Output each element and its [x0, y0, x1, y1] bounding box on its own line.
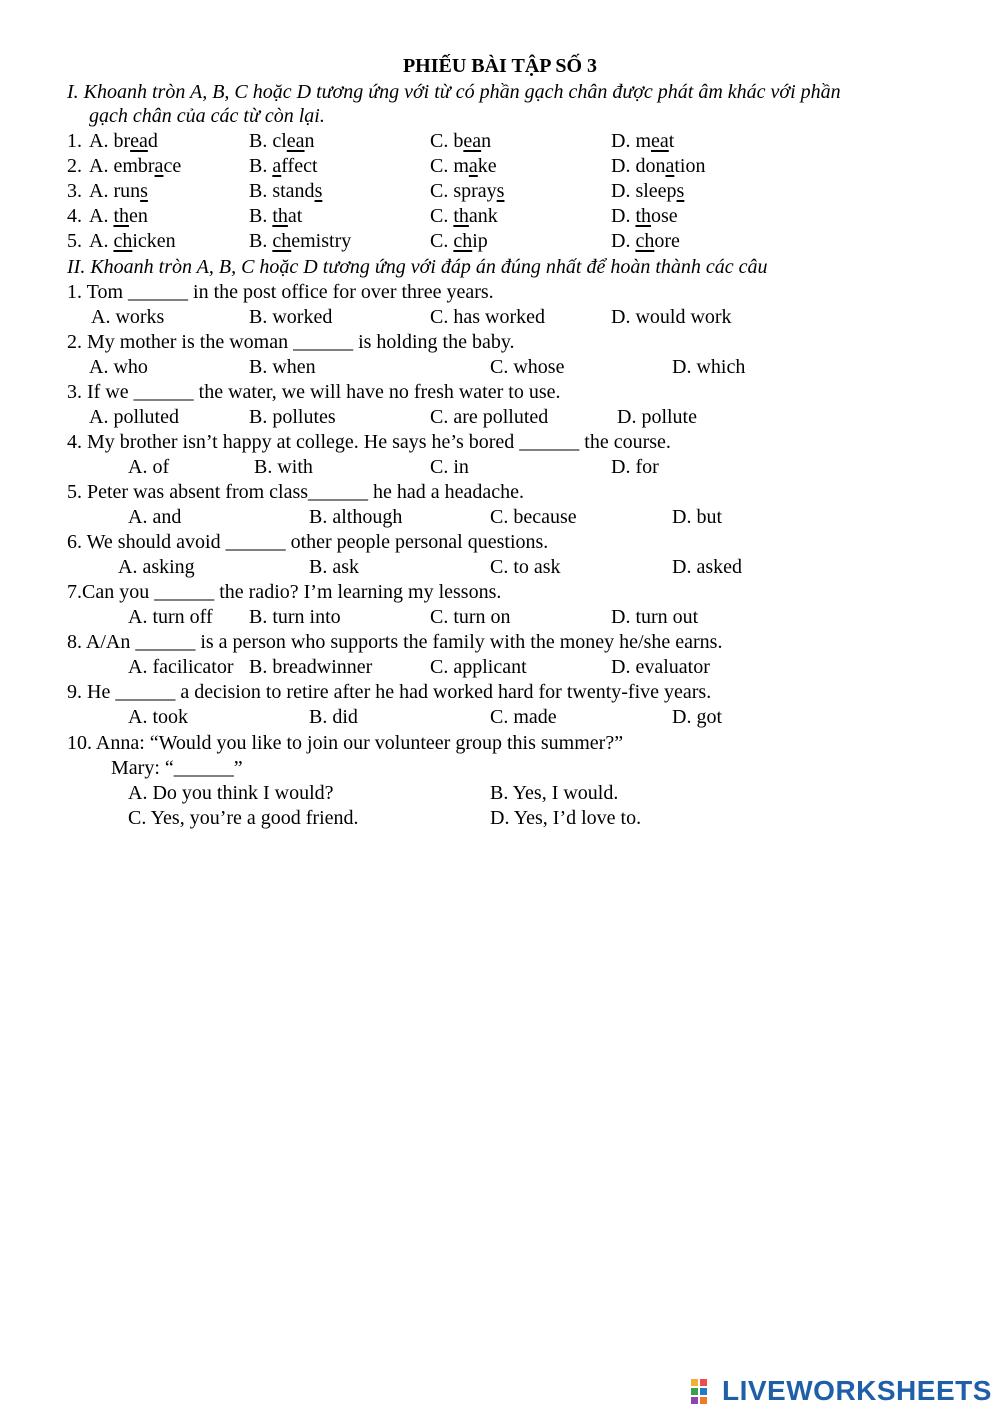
answer-option[interactable]: B. although	[309, 506, 403, 528]
pron-option-text: D. sleep	[611, 180, 677, 202]
answer-option[interactable]: B. with	[254, 456, 313, 478]
answer-option[interactable]: A. of	[128, 456, 170, 478]
pron-option-text: at	[287, 205, 303, 227]
pron-option[interactable]	[430, 129, 491, 154]
pron-option-underlined: ea	[463, 130, 482, 152]
dialogue-reply: Mary: “______”	[111, 757, 243, 779]
pron-option[interactable]	[249, 179, 322, 204]
pron-option-text: D. m	[611, 130, 651, 152]
question-stem: 3. If we ______ the water, we will have no fresh water to use.	[67, 381, 561, 403]
answer-option[interactable]: B. breadwinner	[249, 656, 373, 678]
pron-option-text: C.	[430, 205, 454, 227]
pron-option-text: A.	[89, 230, 114, 252]
answer-option[interactable]: C. Yes, you’re a good friend.	[128, 807, 359, 829]
answer-option[interactable]: D. Yes, I’d love to.	[490, 807, 642, 829]
pron-option-text: A. run	[89, 180, 141, 202]
section1-instruction: I. Khoanh tròn A, B, C hoặc D tương ứng với từ có phần gạch chân được phát âm khác với phần	[67, 81, 841, 103]
pron-option-underlined: th	[113, 205, 130, 227]
pron-option-text: tion	[674, 155, 706, 177]
pron-option[interactable]	[89, 129, 158, 154]
pron-option[interactable]	[249, 129, 315, 154]
pron-option-text: C. spray	[430, 180, 497, 202]
answer-option[interactable]: C. because	[490, 506, 577, 528]
answer-option[interactable]: A. asking	[118, 556, 195, 578]
pron-option-text: A. embr	[89, 155, 155, 177]
pron-question-number: 3.	[67, 180, 82, 202]
answer-option[interactable]: D. got	[672, 706, 722, 728]
pron-option[interactable]	[611, 229, 680, 254]
answer-option[interactable]: D. which	[672, 356, 746, 378]
answer-option[interactable]: B. when	[249, 356, 316, 378]
answer-option[interactable]: B. ask	[309, 556, 359, 578]
liveworksheets-logo	[690, 1375, 992, 1407]
logo-text: LIVEWORKSHEETS	[722, 1375, 992, 1406]
pron-option-underlined: th	[272, 205, 288, 227]
pron-option-text: t	[668, 130, 675, 152]
answer-option[interactable]: D. asked	[672, 556, 742, 578]
pron-option-text: ce	[163, 155, 182, 177]
section1-instruction-cont: gạch chân của các từ còn lại.	[89, 105, 325, 127]
question-stem: 1. Tom ______ in the post office for over three years.	[67, 281, 494, 303]
pron-option-text: en	[129, 205, 148, 227]
answer-option[interactable]: D. would work	[611, 306, 732, 328]
answer-option[interactable]: C. to ask	[490, 556, 561, 578]
pron-option-text: icken	[132, 230, 176, 252]
pron-option-underlined: th	[635, 205, 652, 227]
pron-option[interactable]	[611, 204, 678, 229]
pron-option-text: ip	[472, 230, 488, 252]
pron-option-text: n	[304, 130, 315, 152]
pron-option[interactable]	[89, 204, 148, 229]
pron-option-text: n	[481, 130, 492, 152]
pron-option[interactable]	[249, 204, 302, 229]
pron-option-underlined: ch	[635, 230, 655, 252]
pron-option-underlined: ea	[286, 130, 305, 152]
answer-option[interactable]: A. turn off	[128, 606, 213, 628]
answer-option[interactable]: A. who	[89, 356, 148, 378]
question-stem: 6. We should avoid ______ other people personal questions.	[67, 531, 549, 553]
question-stem: 4. My brother isn’t happy at college. He says he’s bored ______ the course.	[67, 431, 671, 453]
pron-option-text: ffect	[281, 155, 318, 177]
answer-option[interactable]: B. pollutes	[249, 406, 336, 428]
answer-option[interactable]: D. evaluator	[611, 656, 710, 678]
pron-question-number: 5.	[67, 230, 82, 252]
pron-question-number: 2.	[67, 155, 82, 177]
pron-option-text: A.	[89, 205, 114, 227]
pron-option-underlined: ea	[651, 130, 669, 152]
pron-option-underlined: a	[468, 155, 478, 177]
pron-option-text: A. br	[89, 130, 131, 152]
answer-option[interactable]: A. facilicator	[128, 656, 234, 678]
question-stem: 5. Peter was absent from class______ he had a headache.	[67, 481, 525, 503]
question-stem: 7.Can you ______ the radio? I’m learning my lessons.	[67, 581, 502, 603]
answer-option[interactable]: A. works	[91, 306, 165, 328]
pron-option-underlined: s	[676, 180, 685, 202]
pron-option[interactable]	[249, 229, 351, 254]
pron-option-text: D.	[611, 230, 636, 252]
answer-option[interactable]: B. turn into	[249, 606, 341, 628]
pron-option[interactable]	[89, 229, 176, 254]
pron-option-text: C. b	[430, 130, 464, 152]
answer-option[interactable]: A. and	[128, 506, 182, 528]
pron-option-text: d	[147, 130, 158, 152]
pron-option[interactable]	[430, 229, 488, 254]
pron-option-underlined: s	[140, 180, 148, 202]
answer-option[interactable]: A. polluted	[89, 406, 179, 428]
pron-option-underlined: s	[314, 180, 323, 202]
pron-option-underlined: th	[453, 205, 469, 227]
answer-option[interactable]: C. are polluted	[430, 406, 549, 428]
pron-option-underlined: a	[154, 155, 164, 177]
pron-option[interactable]	[430, 154, 497, 179]
pron-option-text: D. don	[611, 155, 666, 177]
pron-option[interactable]	[249, 154, 318, 179]
logo-blocks-icon	[690, 1377, 718, 1405]
pron-option-text: B.	[249, 205, 273, 227]
answer-option[interactable]: C. in	[430, 456, 469, 478]
pron-option[interactable]	[89, 179, 148, 204]
answer-option[interactable]: D. for	[611, 456, 659, 478]
answer-option[interactable]: C. applicant	[430, 656, 527, 678]
pron-option-text: D.	[611, 205, 636, 227]
section2-instruction: II. Khoanh tròn A, B, C hoặc D tương ứng với đáp án đúng nhất để hoàn thành các câu	[67, 256, 768, 278]
pron-option-text: B.	[249, 155, 273, 177]
pron-option-underlined: ch	[113, 230, 133, 252]
pron-option-underlined: a	[665, 155, 675, 177]
answer-option[interactable]: B. worked	[249, 306, 333, 328]
pron-option-text: B.	[249, 230, 273, 252]
pron-option[interactable]	[611, 154, 705, 179]
pron-option-text: emistry	[291, 230, 352, 252]
pron-question-number: 1.	[67, 130, 82, 152]
question-stem: 8. A/An ______ is a person who supports the family with the money he/she earns.	[67, 631, 723, 653]
answer-option[interactable]: D. pollute	[617, 406, 697, 428]
pron-question-number: 4.	[67, 205, 82, 227]
answer-option[interactable]: A. Do you think I would?	[128, 782, 334, 804]
answer-option[interactable]: B. Yes, I would.	[490, 782, 619, 804]
answer-option[interactable]: D. but	[672, 506, 722, 528]
pron-option-text: ank	[468, 205, 498, 227]
question-stem: 10. Anna: “Would you like to join our volunteer group this summer?”	[67, 732, 624, 754]
pron-option-underlined: ch	[453, 230, 473, 252]
pron-option-text: B. stand	[249, 180, 315, 202]
pron-option-underlined: a	[272, 155, 282, 177]
answer-option[interactable]: C. turn on	[430, 606, 511, 628]
answer-option[interactable]: C. whose	[490, 356, 565, 378]
answer-option[interactable]: D. turn out	[611, 606, 699, 628]
pron-option[interactable]	[89, 154, 181, 179]
pron-option[interactable]	[430, 204, 498, 229]
pron-option[interactable]	[611, 129, 674, 154]
pron-option-underlined: ch	[272, 230, 292, 252]
pron-option-text: ore	[654, 230, 680, 252]
worksheet-title: PHIẾU BÀI TẬP SỐ 3	[402, 55, 598, 77]
pron-option[interactable]	[430, 179, 504, 204]
question-stem: 9. He ______ a decision to retire after he had worked hard for twenty-five years.	[67, 681, 712, 703]
pron-option-underlined: s	[496, 180, 505, 202]
answer-option[interactable]: C. has worked	[430, 306, 545, 328]
question-stem: 2. My mother is the woman ______ is holding the baby.	[67, 331, 515, 353]
answer-option[interactable]: B. did	[309, 706, 358, 728]
pron-option-text: B. cl	[249, 130, 287, 152]
pron-option-text: ke	[477, 155, 497, 177]
pron-option-underlined: ea	[130, 130, 148, 152]
pron-option-text: ose	[651, 205, 678, 227]
pron-option-text: C.	[430, 230, 454, 252]
pron-option-text: C. m	[430, 155, 469, 177]
answer-option[interactable]: C. made	[490, 706, 557, 728]
answer-option[interactable]: A. took	[128, 706, 188, 728]
pron-option[interactable]	[611, 179, 684, 204]
